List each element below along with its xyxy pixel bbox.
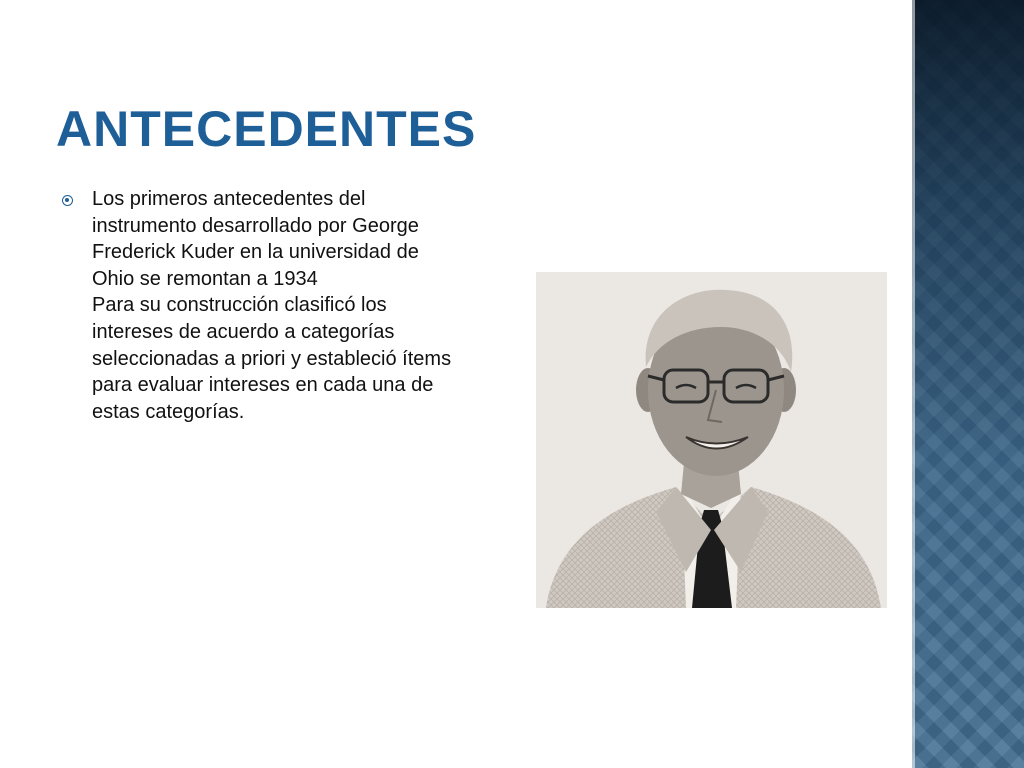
side-panel-edge	[912, 0, 915, 768]
portrait-photo	[536, 272, 887, 608]
paragraph-construccion: Para su construcción clasificó los intereses de acuerdo a categorías seleccionadas a priori y estableció ítems para evaluar intereses en cada una de estas categorías.	[92, 294, 452, 423]
paragraph-antecedentes: Los primeros antecedentes del instrumento desarrollado por George Frederick Kuder en la universidad de Ohio se remontan a 1934	[92, 188, 419, 290]
portrait-illustration	[536, 272, 887, 608]
bullet-item	[62, 186, 462, 425]
bullet-circle-icon	[62, 195, 73, 206]
bullet-list	[62, 186, 462, 425]
decorative-side-panel	[912, 0, 1024, 768]
slide-title: ANTECEDENTES	[56, 101, 477, 157]
